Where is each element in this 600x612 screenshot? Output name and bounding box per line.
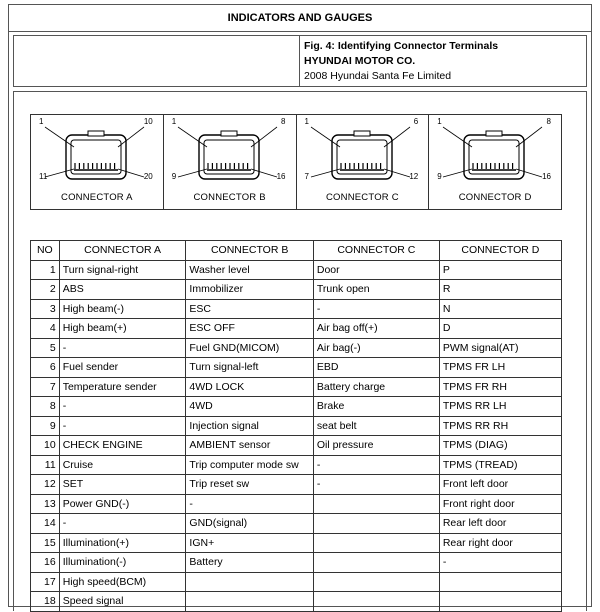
table-cell: ABS [59, 280, 186, 300]
table-cell: P [439, 260, 561, 280]
table-cell: seat belt [313, 416, 439, 436]
page-title: INDICATORS AND GAUGES [9, 5, 591, 32]
table-cell: Trip reset sw [186, 475, 313, 495]
row-number: 18 [31, 592, 60, 612]
table-cell: Rear right door [439, 533, 561, 553]
column-header: CONNECTOR D [439, 241, 561, 261]
leader-line [311, 127, 340, 147]
table-cell: Oil pressure [313, 436, 439, 456]
table-row [31, 553, 562, 573]
row-number: 11 [31, 455, 60, 475]
row-number: 7 [31, 377, 60, 397]
row-number: 10 [31, 436, 60, 456]
table-cell: Turn signal-left [186, 358, 313, 378]
table-cell: Power GND(-) [59, 494, 186, 514]
figure-vehicle: 2008 Hyundai Santa Fe Limited [304, 70, 452, 82]
table-cell [313, 592, 439, 612]
connector-inner [337, 140, 387, 174]
table-cell: TPMS RR LH [439, 397, 561, 417]
table-cell: GND(signal) [186, 514, 313, 534]
table-cell: TPMS FR RH [439, 377, 561, 397]
leader-line [516, 127, 542, 147]
connector-inner [204, 140, 254, 174]
page-frame [8, 4, 592, 607]
table-row [31, 319, 562, 339]
table-row [31, 260, 562, 280]
column-header: NO [31, 241, 60, 261]
leader-line [516, 169, 542, 177]
table-cell: SET [59, 475, 186, 495]
connector-housing [199, 135, 259, 179]
connector-latch [486, 131, 502, 136]
table-row [31, 280, 562, 300]
connector-pin-number: 16 [542, 172, 551, 181]
connector-pin-number: 6 [413, 117, 419, 126]
connector-housing [464, 135, 524, 179]
table-row [31, 455, 562, 475]
pin-table [30, 240, 562, 612]
table-cell [313, 514, 439, 534]
connector-cell [429, 115, 561, 209]
leader-line [45, 169, 74, 177]
connector-pin-number: 1 [437, 117, 442, 126]
figure-caption-blank [14, 36, 300, 86]
table-row [31, 494, 562, 514]
connector-pin-number: 7 [304, 172, 309, 181]
table-body [31, 260, 562, 611]
leader-line [384, 169, 410, 177]
connector-latch [354, 131, 370, 136]
figure-maker: HYUNDAI MOTOR CO. [304, 55, 416, 67]
table-cell [439, 572, 561, 592]
row-number: 14 [31, 514, 60, 534]
connector-latch [221, 131, 237, 136]
table-cell: - [186, 494, 313, 514]
table-cell: IGN+ [186, 533, 313, 553]
table-cell: Speed signal [59, 592, 186, 612]
leader-line [443, 127, 472, 147]
table-cell: ESC OFF [186, 319, 313, 339]
row-number: 9 [31, 416, 60, 436]
table-cell: ESC [186, 299, 313, 319]
table-cell: D [439, 319, 561, 339]
connector-inner [469, 140, 519, 174]
row-number: 16 [31, 553, 60, 573]
connector-pin-number: 16 [276, 172, 286, 181]
table-row [31, 436, 562, 456]
connector-label: CONNECTOR C [326, 192, 399, 203]
leader-line [45, 127, 74, 147]
row-number: 6 [31, 358, 60, 378]
table-cell: Washer level [186, 260, 313, 280]
table-cell [313, 533, 439, 553]
table-cell: Front left door [439, 475, 561, 495]
figure-caption-box [13, 35, 587, 87]
leader-line [178, 169, 207, 177]
table-cell: TPMS (TREAD) [439, 455, 561, 475]
table-cell: - [59, 416, 186, 436]
table-cell [313, 553, 439, 573]
column-header: CONNECTOR C [313, 241, 439, 261]
table-cell: 4WD LOCK [186, 377, 313, 397]
connector-pin-number: 1 [304, 117, 309, 126]
connector-pin-number: 10 [143, 117, 153, 126]
table-cell [313, 494, 439, 514]
table-cell: Injection signal [186, 416, 313, 436]
row-number: 17 [31, 572, 60, 592]
table-cell: - [313, 299, 439, 319]
table-cell: - [313, 475, 439, 495]
table-cell: High beam(-) [59, 299, 186, 319]
row-number: 13 [31, 494, 60, 514]
leader-line [443, 169, 472, 177]
leader-line [118, 169, 144, 177]
connector-cell [297, 115, 430, 209]
connector-pin-number: 20 [143, 172, 153, 181]
table-cell: Battery [186, 553, 313, 573]
table-cell: CHECK ENGINE [59, 436, 186, 456]
connector-pin-number: 8 [546, 117, 551, 126]
table-cell: R [439, 280, 561, 300]
figure-caption-text [304, 39, 498, 84]
table-cell: Fuel GND(MICOM) [186, 338, 313, 358]
table-cell [186, 592, 313, 612]
table-cell: Cruise [59, 455, 186, 475]
table-cell: - [59, 338, 186, 358]
table-cell: Rear left door [439, 514, 561, 534]
connector-pin-number: 12 [409, 172, 419, 181]
table-row [31, 475, 562, 495]
leader-line [384, 127, 410, 147]
table-cell: Turn signal-right [59, 260, 186, 280]
table-cell [186, 572, 313, 592]
table-cell: Door [313, 260, 439, 280]
table-cell: TPMS RR RH [439, 416, 561, 436]
connector-latch [88, 131, 104, 136]
connector-pin-number: 1 [39, 117, 44, 126]
table-cell: AMBIENT sensor [186, 436, 313, 456]
row-number: 2 [31, 280, 60, 300]
table-cell: Illumination(+) [59, 533, 186, 553]
table-cell: PWM signal(AT) [439, 338, 561, 358]
leader-line [118, 127, 144, 147]
table-cell: TPMS FR LH [439, 358, 561, 378]
connector-cell [31, 115, 164, 209]
row-number: 8 [31, 397, 60, 417]
connector-pin-number: 9 [171, 172, 177, 181]
leader-line [251, 169, 277, 177]
table-cell: Trunk open [313, 280, 439, 300]
table-cell: TPMS (DIAG) [439, 436, 561, 456]
table-row [31, 592, 562, 612]
connector-pin-number: 9 [437, 172, 442, 181]
table-cell: High speed(BCM) [59, 572, 186, 592]
row-number: 12 [31, 475, 60, 495]
table-row [31, 338, 562, 358]
table-cell: Battery charge [313, 377, 439, 397]
connector-cell [164, 115, 297, 209]
table-row [31, 416, 562, 436]
table-row [31, 572, 562, 592]
figure-caption: Fig. 4: Identifying Connector Terminals [304, 40, 499, 52]
table-cell: - [59, 514, 186, 534]
table-cell: Immobilizer [186, 280, 313, 300]
table-cell: Air bag off(+) [313, 319, 439, 339]
table-cell: Trip computer mode sw [186, 455, 313, 475]
table-cell [313, 572, 439, 592]
table-cell: Front right door [439, 494, 561, 514]
connector-housing [332, 135, 392, 179]
connector-pin-number: 1 [171, 117, 177, 126]
table-cell: - [59, 397, 186, 417]
row-number: 3 [31, 299, 60, 319]
table-cell [439, 592, 561, 612]
connector-inner [71, 140, 121, 174]
table-cell: N [439, 299, 561, 319]
table-cell: Fuel sender [59, 358, 186, 378]
column-header: CONNECTOR A [59, 241, 186, 261]
connector-housing [66, 135, 126, 179]
connector-label: CONNECTOR D [458, 192, 532, 203]
table-row [31, 397, 562, 417]
connector-pin-number: 11 [39, 172, 48, 181]
table-row [31, 533, 562, 553]
table-row [31, 358, 562, 378]
row-number: 1 [31, 260, 60, 280]
content-area [13, 91, 587, 611]
connector-label: CONNECTOR B [193, 192, 266, 203]
leader-line [311, 169, 340, 177]
table-row [31, 514, 562, 534]
table-cell: Illumination(-) [59, 553, 186, 573]
table-cell: - [313, 455, 439, 475]
column-header: CONNECTOR B [186, 241, 313, 261]
leader-line [178, 127, 207, 147]
table-cell: High beam(+) [59, 319, 186, 339]
leader-line [251, 127, 277, 147]
row-number: 5 [31, 338, 60, 358]
connector-pin-number: 8 [281, 117, 286, 126]
table-cell: EBD [313, 358, 439, 378]
table-header-row [31, 241, 562, 261]
table-row [31, 377, 562, 397]
row-number: 15 [31, 533, 60, 553]
table-cell: Temperature sender [59, 377, 186, 397]
row-number: 4 [31, 319, 60, 339]
table-cell: 4WD [186, 397, 313, 417]
table-row [31, 299, 562, 319]
table-cell: - [439, 553, 561, 573]
connector-diagram-row [30, 114, 562, 210]
table-cell: Brake [313, 397, 439, 417]
connector-label: CONNECTOR A [61, 192, 133, 203]
table-cell: Air bag(-) [313, 338, 439, 358]
